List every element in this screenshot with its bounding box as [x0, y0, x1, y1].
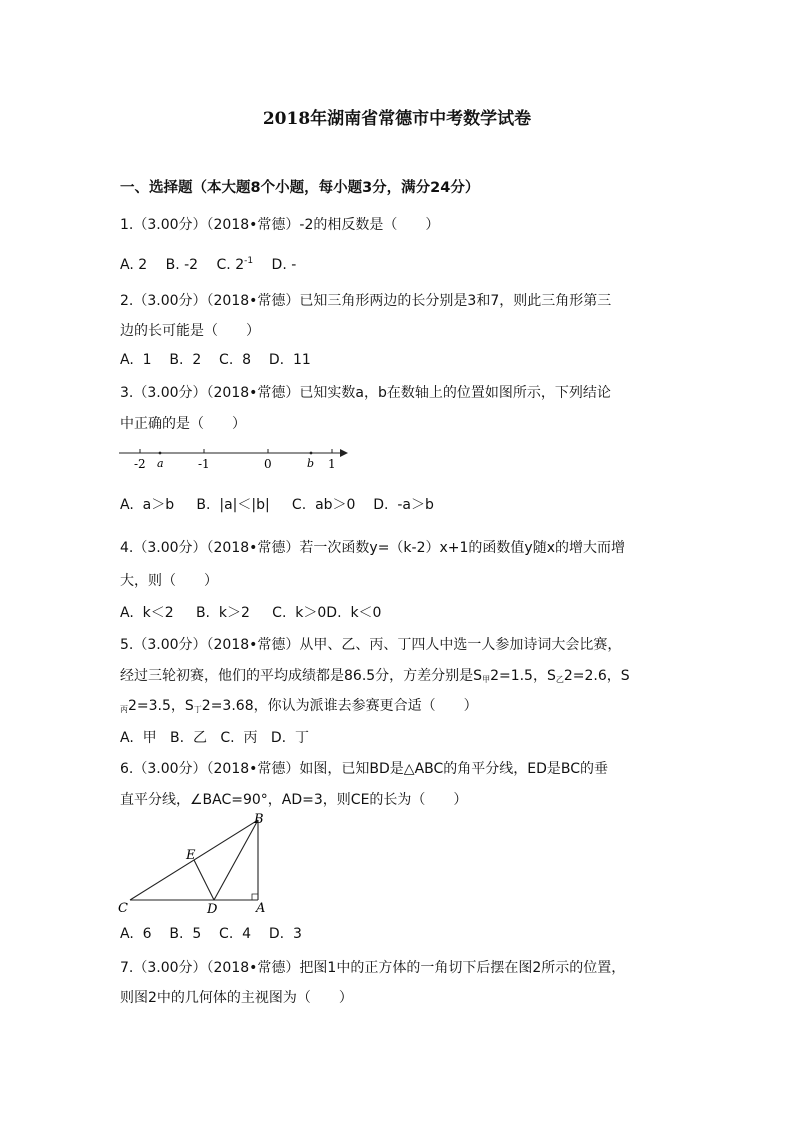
point-b-dot: [310, 452, 313, 455]
question-5-stem-line2: 经过三轮初赛，他们的平均成绩都是86.5分，方差分别是$S_甲2=1.5$，$S_乙2=2.6$，S: [120, 668, 630, 684]
question-3-stem-line1: 3.（3.00分）（2018•常德）已知实数a，b在数轴上的位置如图所示，下列结论: [120, 385, 611, 401]
question-4-stem-line2: 大，则（ ）: [120, 573, 218, 589]
segment-ed: [194, 860, 214, 900]
vertex-a-label: A: [256, 901, 266, 916]
question-2-stem-line2: 边的长可能是（ ）: [120, 323, 260, 339]
tick-label-minus-2: -2: [134, 457, 146, 471]
question-2-stem-line1: 2.（3.00分）（2018•常德）已知三角形两边的长分别是3和7，则此三角形第三: [120, 293, 612, 309]
vertex-b-label: B: [254, 812, 264, 827]
question-6-stem-line1: 6.（3.00分）（2018•常德）如图，已知BD是△ABC的角平分线，ED是BC的垂: [120, 761, 609, 777]
question-7-stem-line2: 则图2中的几何体的主视图为（ ）: [120, 990, 353, 1006]
question-6-stem-line2: 直平分线，∠BAC=90°，AD=3，则CE的长为（ ）: [120, 792, 468, 808]
vertex-c-label: C: [118, 901, 128, 916]
question-7-stem-line1: 7.（3.00分）（2018•常德）把图1中的正方体的一角切下后摆在图2所示的位置，: [120, 960, 626, 976]
q1-option-c: C. $2^{-1}$: [216, 256, 254, 273]
segment-bd: [214, 820, 258, 900]
q1-option-a: A. 2: [120, 257, 148, 273]
point-e-label: E: [186, 848, 196, 863]
right-angle-mark: [252, 894, 258, 900]
tick-label-minus-1: -1: [198, 457, 210, 471]
page-title: 2018年湖南省常德市中考数学试卷: [262, 109, 532, 129]
point-d-label: D: [207, 902, 218, 917]
point-a-dot: [159, 452, 162, 455]
question-4-options: A. k＜2 B. k＞2 C. k＞0D. k＜0: [120, 605, 382, 621]
section-heading: 一、选择题（本大题8个小题，每小题3分，满分24分）: [120, 180, 480, 196]
question-5-options: A. 甲 B. 乙 C. 丙 D. 丁: [120, 730, 309, 746]
question-1-stem: 1.（3.00分）（2018•常德）-2的相反数是（ ）: [120, 217, 440, 233]
question-1-options: [120, 256, 296, 273]
q1-option-d: D. -: [271, 257, 297, 273]
point-a-label: a: [157, 457, 164, 470]
point-b-label: b: [307, 457, 315, 470]
question-3-options: A. a＞b B. |a|＜|b| C. ab＞0 D. -a＞b: [120, 497, 434, 513]
question-2-options: A. 1 B. 2 C. 8 D. 11: [120, 352, 311, 368]
question-6-options: A. 6 B. 5 C. 4 D. 3: [120, 926, 302, 942]
tick-label-1: 1: [328, 457, 336, 471]
number-line-arrow: [340, 449, 348, 457]
question-4-stem-line1: 4.（3.00分）（2018•常德）若一次函数y=（k-2）x+1的函数值y随x的增大而增: [120, 540, 625, 556]
question-5-stem-line1: 5.（3.00分）（2018•常德）从甲、乙、丙、丁四人中选一人参加诗词大会比赛，: [120, 637, 622, 653]
question-5-stem-line3: $_丙$2=3.5，$S_丁2=3.68$，你认为派谁去参赛更合适（ ）: [120, 698, 478, 714]
number-line-figure: [115, 442, 355, 474]
triangle-figure: [112, 810, 272, 920]
q1-option-b: B. -2: [165, 257, 199, 273]
tick-label-0: 0: [264, 457, 272, 471]
question-3-stem-line2: 中正确的是（ ）: [120, 416, 246, 432]
